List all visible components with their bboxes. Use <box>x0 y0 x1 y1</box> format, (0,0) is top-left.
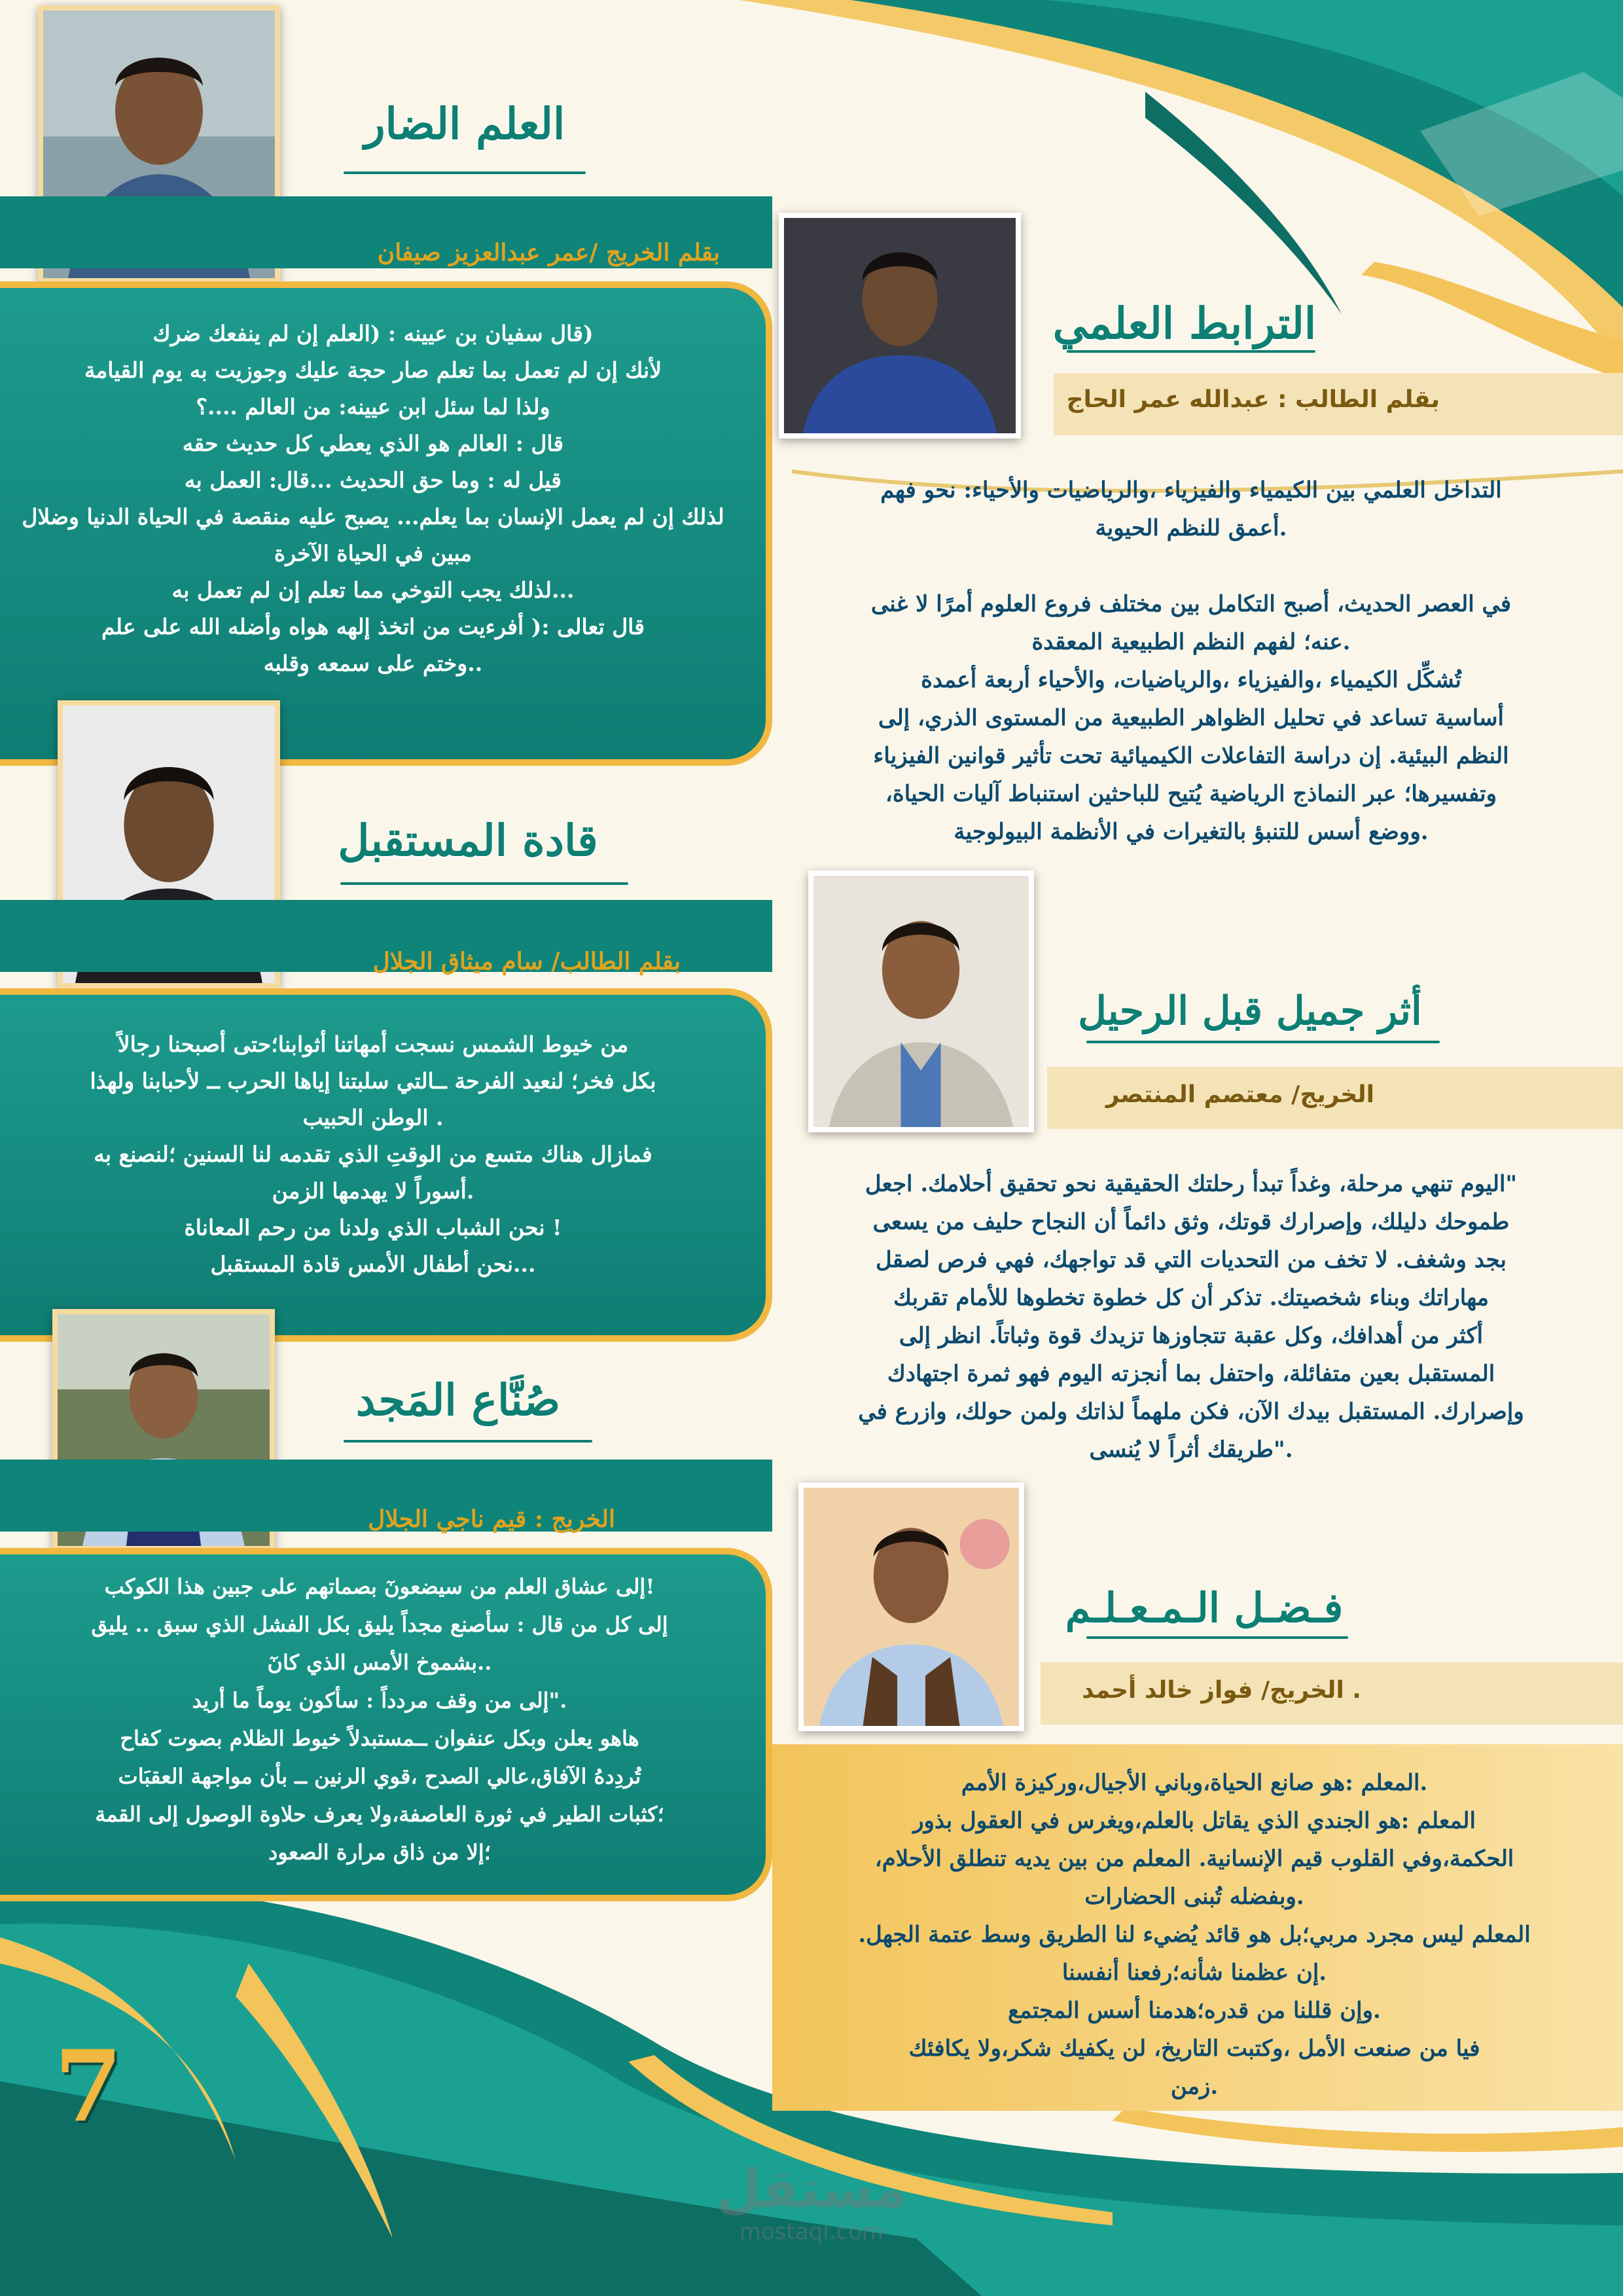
byline-glory: الخريج : قيم ناجي الجلال <box>368 1505 615 1533</box>
article-body-legacy: "اليوم تنهي مرحلة، وغداً تبدأ رحلتك الحقيقية نحو تحقيق أحلامك. اجعل طموحك دليلك، وإصرارك قوتك، وثق دائماً أن النجاح حليف من يسعى بجد وشغف. لا تخف من التحديات التي قد تواجهك، فهي فرص لصقل مهاراتك وبناء شخصيتك. تذكر أن كل خطوة تخطوها للأمام تقربك أكثر من أهدافك، وكل عقبة تتجاوزها تزيدك قوة وثباتاً. انظر إلى المستقبل بعين متفائلة، واحتفل بما أنجزته اليوم فهو ثمرة اجتهادك وإصرارك. المستقبل بيدك الآن، فكن ملهماً لذاتك ولمن حولك، وازرع في ."طريقك أثراً لا يُنسى <box>858 1171 1524 1463</box>
byline-interconnect: بقلم الطالب : عبدالله عمر الحاج <box>1066 386 1440 413</box>
title-underline <box>1086 1041 1440 1043</box>
article-body-science-harm: (قال سفيان بن عيينه : (العلم إن لم ينفعك ضرك لأنك إن لم تعمل بما تعلم صار حجة عليك وجوزيت به يوم القيامة ولذا لما سئل ابن عيينه: من العالم ....؟ قال : العالم هو الذي يعطي كل حديث حقه قيل له : وما حق الحديث ...قال: العمل به لذلك إن لم يعمل الإنسان بما يعلم... يصبح عليه منقصة في الحياة الدنيا وضلال مبين في الحياة الآخرة ...لذلك يجب التوخي مما تعلم إن لم تعمل به قال تعالى :( أفرءيت من اتخذ إلهه هواه وأضله الله على علم ..وختم على سمعه وقلبه <box>22 321 724 676</box>
article-body-interconnect: التداخل العلمي بين الكيمياء والفيزياء ،والرياضيات والأحياء: نحو فهم .أعمق للنظم الحيوية في العصر الحديث، أصبح التكامل بين مختلف فروع العلوم أمرًا لا غنى .عنه؛ لفهم النظم الطبيعية المعقدة تُشكِّل الكيمياء ،والفيزياء ،والرياضيات، والأحياء أربعة أعمدة أساسية تساعد في تحليل الظواهر الطبيعية من المستوى الذري، إلى النظم البيئية. إن دراسة التفاعلات الكيميائية تحت تأثير قوانين الفيزياء وتفسيرها؛ عبر النماذج الرياضية يُتيح للباحثين استنباط آليات الحياة، .ووضع أسس للتنبؤ بالتغيرات في الأنظمة البيولوجية <box>870 477 1512 845</box>
watermark-url: mostaql.com <box>739 2219 884 2245</box>
title-underline <box>344 1440 592 1443</box>
title-underline <box>344 171 586 174</box>
byline-legacy: الخريج/ معتصم المنتصر <box>1105 1081 1374 1108</box>
byline-teacher: . الخريج/ فواز خالد أحمد <box>1082 1677 1361 1704</box>
title-legacy: أثر جميل قبل الرحيل <box>1078 988 1422 1034</box>
article-body-teacher: .المعلم :هو صانع الحياة،وباني الأجيال،وركيزة الأمم المعلم :هو الجندي الذي يقاتل بالعلم،ويغرس في العقول بذور الحكمة،وفي القلوب قيم الإنسانية. المعلم من بين يديه تنطلق الأحلام، .وبفضله تُبنى الحضارات المعلم ليس مجرد مربي؛بل هو قائد يُضيء لنا الطريق وسط عتمة الجهل. .إن عظمنا شأنه؛رفعنا أنفسنا .وإن قللنا من قدره؛هدمنا أسس المجتمع فيا من صنعت الأمل ،وكتبت التاريخ، لن يكفيك شكر،ولا يكافئك .زمن <box>858 1770 1531 2100</box>
title-science-harm: العلم الضار <box>364 98 565 149</box>
author-photo-fawaz <box>798 1482 1024 1731</box>
title-glory: صُنَّاع المَجد <box>355 1374 561 1426</box>
page-number: 7 <box>54 2029 123 2144</box>
byline-leaders: بقلم الطالب/ سام ميثاق الجلال <box>372 948 681 975</box>
title-underline <box>1086 1636 1348 1639</box>
title-underline <box>340 882 628 885</box>
author-photo-abdullah <box>779 213 1021 439</box>
author-photo-mutasim <box>808 870 1034 1132</box>
article-body-leaders: من خيوط الشمس نسجت أمهاتنا أثوابنا؛حتى أصبحنا رجالاً بكل فخر؛ لنعيد الفرحة ــالتي سلبتنا إياها الحرب ــ لأحبابنا ولهذا . الوطن الحبيب فمازال هناك متسع من الوقتِ الذي تقدمه لنا السنين ؛لنصنع به .أسوراً لا يهدمها الزمن ! نحن الشباب الذي ولدنا من رحم المعاناة ...نحن أطفال الأمس قادة المستقبل <box>90 1031 656 1277</box>
article-body-glory: !إلى عشاق العلم من سيضعونٓ بصماتهم على جبين هذا الكوكب إلى كل من قال : سأصنع مجداً يليق بكل الفشل الذي سبق .. يليق ..بشموخ الأمس الذي كانٓ ."إلى من وقف مردداً : سأكون يوماً ما أريد هاهو يعلن وبكل عنفوان ــمستبدلاً خيوط الظلام بصوت كفاح تُردِدهُ الآفاق،عالي الصدح ،قوي الرنين ــ بأن مواجهة العقبَات ؛كثبات الطير في ثورة العاصفة،ولا يعرف حلاوة الوصول إلى القمة ؛إلا من ذاق مرارة الصعود <box>91 1574 668 1865</box>
title-leaders: قادة المستقبل <box>338 815 598 866</box>
watermark-logo <box>707 2160 916 2245</box>
title-teacher: فـضـل الـمـعـلـم <box>1065 1584 1344 1632</box>
watermark-brand: مستقل <box>715 2159 908 2219</box>
byline-science-harm: بقلم الخريج /عمر عبدالعزيز صيفان <box>377 239 720 266</box>
title-interconnect: الترابط العلمي <box>1052 298 1317 349</box>
title-underline <box>1067 350 1315 353</box>
